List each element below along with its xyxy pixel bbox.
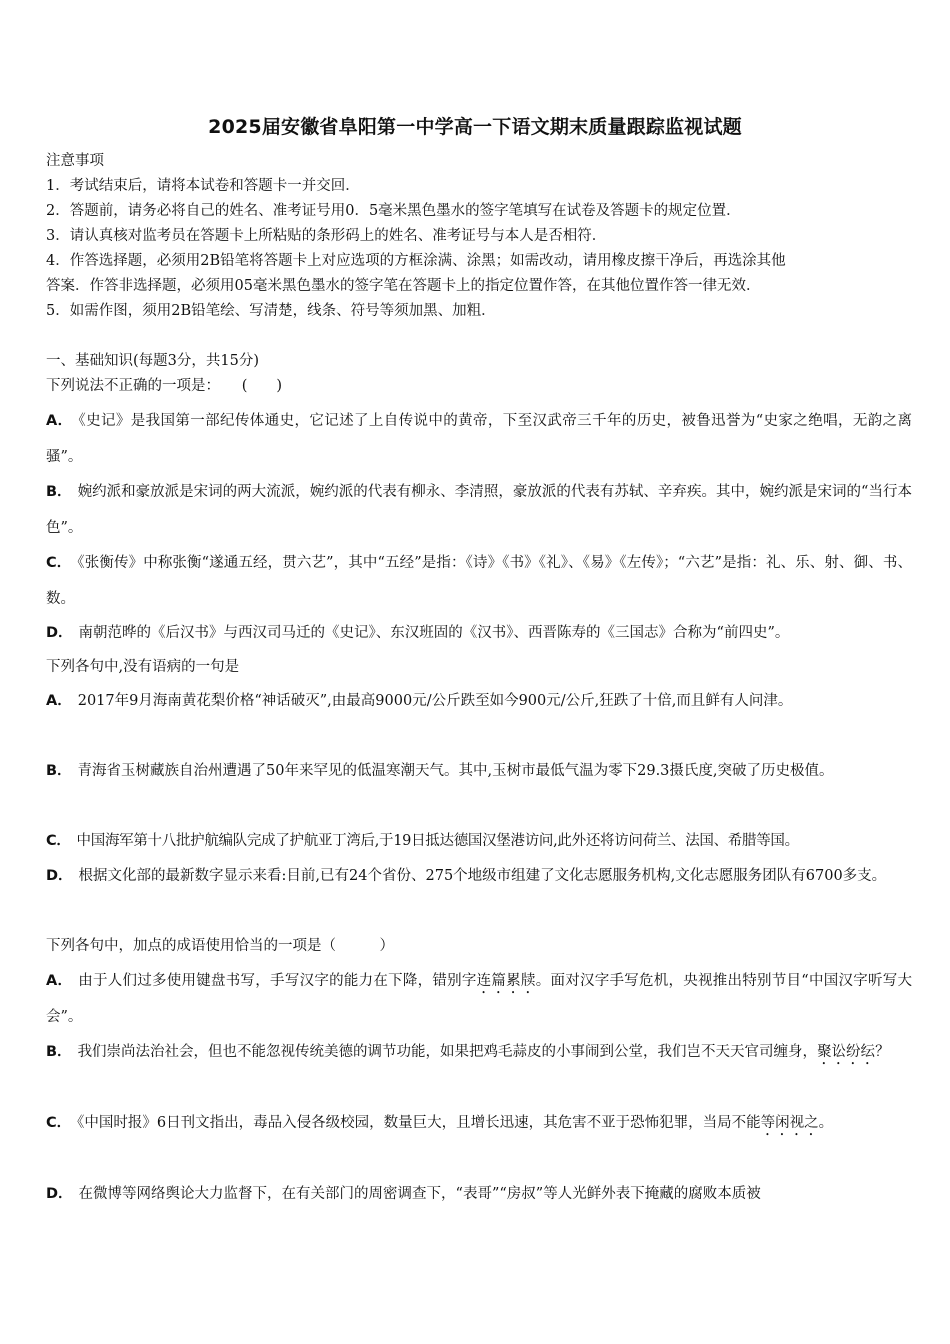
option-label: C． [46,1115,72,1131]
option-text: 2017年9月海南黄花梨价格“神话破灭”,由最高9000元/公斤跌至如今900元/公斤,狂跌了十倍,而且鲜有人问津。 [77,693,793,709]
page-title: 2025届安徽省阜阳第一中学高一下语文期末质量跟踪监视试题 [208,116,742,138]
question-stem: 下列各句中,没有语病的一句是 [46,659,240,675]
question-stem: 下列说法不正确的一项是： ( ) [46,378,283,394]
notice-heading: 注意事项 [46,153,104,169]
option-label: A． [46,693,72,709]
dotted-idiom: 聚讼纷纭 [817,1044,876,1060]
option-text: ？ [875,1044,890,1060]
option-c [46,545,912,617]
option-text: 《张衡传》中称张衡“遂通五经，贯六艺”，其中“五经”是指：《诗》《书》《礼》、《易》《左传》；“六艺”是指：礼、乐、射、御、书、数。 [46,555,912,607]
option-label: B． [46,763,72,779]
option-a [46,963,912,1035]
question-stem: 下列各句中，加点的成语使用恰当的一项是（ ） [46,938,394,954]
section-heading: 一、基础知识(每题3分，共15分) [46,353,259,369]
option-text: 《中国时报》6日刊文指出，毒品入侵各级校园，数量巨大，且增长迅速，其危害不亚于恐怖犯罪，当局不能 [77,1115,761,1131]
option-a [46,683,912,719]
notice-item: 4．作答选择题，必须用2B铅笔将答题卡上对应选项的方框涂满、涂黑；如需改动，请用橡皮擦干净后，再选涂其他 [46,253,786,269]
option-b [46,474,912,546]
option-text: 由于人们过多使用键盘书写，手写汉字的能力在下降，错别字 [78,973,477,989]
option-c [46,823,926,859]
option-text: 南朝范晔的《后汉书》与西汉司马迁的《史记》、东汉班固的《汉书》、西晋陈寿的《三国志》合称为“前四史”。 [78,625,790,641]
option-label: B． [46,484,72,500]
dotted-idiom: 连篇累牍 [476,973,536,989]
option-label: C． [46,833,71,849]
option-d [46,858,912,894]
option-text: 中国海军第十八批护航编队完成了护航亚丁湾后,于19日抵达德国汉堡港访问,此外还将访问荷兰、法国、希腊等国。 [76,833,799,849]
option-b [46,1034,912,1070]
option-label: B． [46,1044,72,1060]
option-label: A． [46,413,73,429]
option-text: 《史记》是我国第一部纪传体通史，它记述了上自传说中的黄帝，下至汉武帝三千年的历史，被鲁迅誉为“史家之绝唱，无韵之离骚”。 [46,413,912,465]
option-label: D． [46,625,73,641]
notice-item: 3．请认真核对监考员在答题卡上所粘贴的条形码上的姓名、准考证号与本人是否相符． [46,228,607,244]
option-label: D． [46,1186,73,1202]
notice-item: 2．答题前，请务必将自己的姓名、准考证号用0．5毫米黑色墨水的签字笔填写在试卷及答题卡的规定位置． [46,203,741,219]
option-label: A． [46,973,73,989]
option-c [46,1105,912,1141]
option-text: 我们崇尚法治社会，但也不能忽视传统美德的调节功能，如果把鸡毛蒜皮的小事闹到公堂，我们岂不天天官司缠身， [77,1044,818,1060]
option-text: 。面对汉字手写危机，央视推出特别节目“中国汉字听写大会”。 [46,973,912,1025]
option-text: 婉约派和豪放派是宋词的两大流派，婉约派的代表有柳永、李清照，豪放派的代表有苏轼、辛弃疾。其中，婉约派是宋词的“当行本色”。 [46,484,912,536]
option-b [46,753,912,789]
option-d [46,615,912,651]
option-label: C． [46,555,72,571]
option-text: 在微博等网络舆论大力监督下，在有关部门的周密调查下，“表哥”“房叔”等人光鲜外表下掩藏的腐败本质被 [78,1186,761,1202]
notice-item: 5．如需作图，须用2B铅笔绘、写清楚，线条、符号等须加黑、加粗． [46,303,496,319]
option-text: 根据文化部的最新数字显示来看:目前,已有24个省份、275个地级市组建了文化志愿服务机构,文化志愿服务团队有6700多支。 [78,868,887,884]
option-text: 青海省玉树藏族自治州遭遇了50年来罕见的低温寒潮天气。其中,玉树市最低气温为零下29.3摄氏度,突破了历史极值。 [77,763,834,779]
option-a [46,403,912,475]
option-d [46,1176,912,1212]
dotted-idiom: 等闲视之 [760,1115,819,1131]
option-label: D． [46,868,73,884]
option-text: 。 [818,1115,834,1131]
notice-item: 1．考试结束后，请将本试卷和答题卡一并交回． [46,178,360,194]
notice-item: 答案．作答非选择题，必须用05毫米黑色墨水的签字笔在答题卡上的指定位置作答，在其他位置作答一律无效． [46,278,761,294]
